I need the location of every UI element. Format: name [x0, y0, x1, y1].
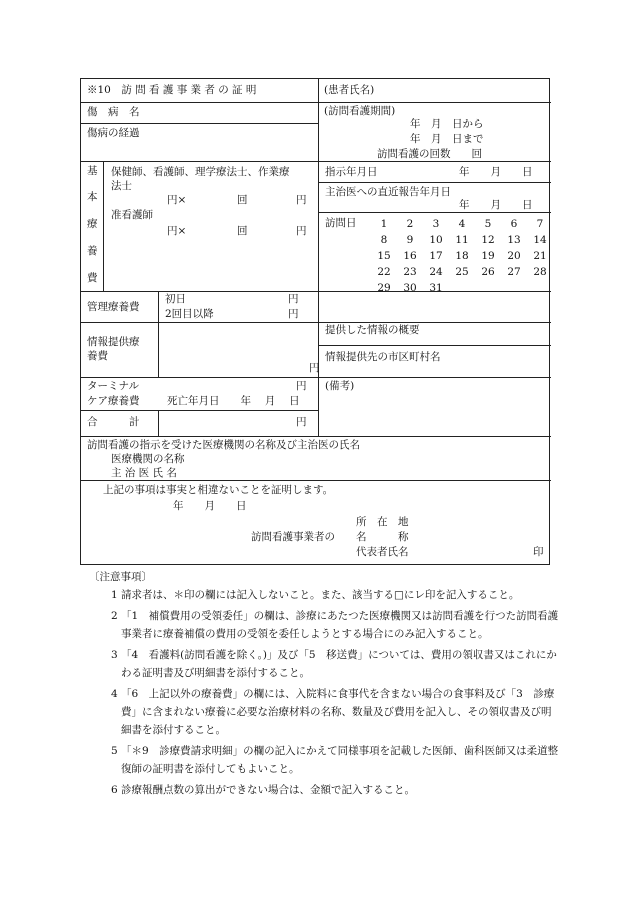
note-item: [89, 742, 559, 778]
representative-label: 代表者氏名: [356, 546, 409, 558]
rule: [81, 436, 551, 437]
calendar-day: 7: [536, 218, 544, 230]
terminal-care-label: ターミナル: [87, 380, 139, 392]
calendar-row: [371, 232, 553, 248]
note-number: 5: [111, 745, 118, 757]
calendar-day: 4: [458, 218, 466, 230]
calendar-day: 12: [481, 234, 495, 246]
visiting-nurse-certification-form: [80, 78, 550, 565]
note-item: [89, 781, 559, 799]
info-recipient-label: 情報提供先の市区町村名: [325, 351, 441, 363]
staff-yen: 円: [296, 194, 307, 206]
calendar-row: [371, 248, 553, 264]
terminal-care-yen: 円: [296, 380, 307, 392]
note-number: 3: [111, 649, 118, 661]
doctor-name-label: 主 治 医 氏 名: [111, 467, 177, 479]
calendar-day: 28: [533, 266, 547, 278]
notes-section: [89, 568, 559, 802]
calendar-day: 26: [481, 266, 495, 278]
calendar-day: 25: [455, 266, 469, 278]
certification-date: 年 月 日: [173, 500, 247, 512]
rule: [103, 161, 104, 291]
note-text: 「1 補償費用の受領委任」の欄は、診療にあたつた医療機関又は訪問看護を行つた訪問看護事業者に療養補償の費用の受領を委任しようとする場合にのみ記入すること。: [121, 610, 559, 640]
operator-name-label: 名 称: [356, 531, 409, 543]
calendar-row: [371, 280, 553, 296]
staff-label: 保健師、看護師、理学療法士、作業療: [111, 166, 290, 178]
address-label: 所 在 地: [356, 516, 409, 528]
instruction-date-ymd: 年 月 日: [459, 166, 533, 178]
terminal-care-label-cont: ケア療養費: [87, 395, 140, 407]
operator-label: 訪問看護事業者の: [251, 531, 335, 543]
calendar-day: 6: [510, 218, 518, 230]
second-day-yen: 円: [288, 308, 299, 320]
seal-mark: 印: [533, 546, 544, 558]
basic-fee-char: 本: [87, 191, 98, 203]
institution-heading: 訪問看護の指示を受けた医療機関の名称及び主治医の氏名: [87, 439, 360, 451]
note-item: [89, 586, 559, 604]
first-day-yen: 円: [288, 293, 299, 305]
rule: [81, 377, 551, 378]
calendar-day: 13: [507, 234, 521, 246]
calendar-day: 17: [429, 250, 443, 262]
calendar-row: [371, 264, 553, 280]
calendar-day: 8: [380, 234, 388, 246]
calendar-day: 19: [481, 250, 495, 262]
total-label: 合 計: [87, 416, 140, 428]
note-item: [89, 607, 559, 643]
death-date-label: 死亡年月日 年 月 日: [167, 395, 300, 407]
note-text: 「6 上記以外の療養費」の欄には、入院料に食事代を含まない場合の食事料及び「3 診療費」に含まれない療養に必要な治療材料の名称、数量及び費用を記入し、その領収書及び明細書を添付すること。: [121, 688, 555, 736]
visit-day-label: 訪問日: [325, 217, 357, 229]
visit-day-calendar: [371, 216, 553, 296]
rule: [318, 212, 551, 213]
visit-period-label: (訪問看護期間): [324, 105, 396, 117]
calendar-day: 1: [380, 218, 388, 230]
calendar-day: 14: [533, 234, 547, 246]
assistant-yen: 円: [296, 225, 307, 237]
note-number: 2: [111, 610, 118, 622]
info-fee-yen: 円: [309, 362, 320, 374]
management-fee-label: 管理療養費: [87, 301, 140, 313]
rule: [81, 123, 318, 124]
info-fee-label: 情報提供療: [87, 336, 140, 348]
assistant-times: 回: [237, 225, 248, 237]
remarks-label: (備考): [325, 380, 355, 392]
rule: [81, 161, 551, 162]
disease-name-label: 傷 病 名: [87, 106, 140, 118]
rule: [318, 79, 319, 436]
info-summary-label: 提供した情報の概要: [325, 324, 420, 336]
rule: [158, 291, 159, 377]
rule: [81, 322, 551, 323]
calendar-day: 10: [429, 234, 443, 246]
calendar-day: 15: [377, 250, 391, 262]
calendar-day: 5: [484, 218, 492, 230]
note-text: 請求者は、＊印の欄には記入しないこと。また、該当する□にレ印を記入すること。: [121, 589, 520, 601]
instruction-date-label: 指示年月日: [325, 166, 378, 178]
note-number: 6: [111, 784, 118, 796]
total-yen: 円: [296, 416, 307, 428]
patient-name-label: (患者氏名): [324, 84, 375, 96]
basic-fee-char: 基: [87, 165, 98, 177]
basic-fee-char: 養: [87, 245, 98, 257]
certification-statement: 上記の事項は事実と相違ないことを証明します。: [103, 484, 334, 496]
rule: [318, 182, 551, 183]
note-item: [89, 646, 559, 682]
visit-count: 訪問看護の回数 回: [377, 148, 482, 160]
notes-title: 〔注意事項〕: [89, 571, 152, 583]
rule: [158, 410, 159, 436]
assistant-nurse-label: 准看護師: [111, 209, 153, 221]
calendar-day: 27: [507, 266, 521, 278]
info-fee-label-cont: 養費: [87, 350, 108, 362]
calendar-day: 21: [533, 250, 547, 262]
note-text: 「4 看護料(訪問看護を除く。)」及び「5 移送費」については、費用の領収書又はこれにかわる証明書及び明細書を添付すること。: [121, 649, 557, 679]
calendar-day: 3: [432, 218, 440, 230]
basic-fee-char: 療: [87, 218, 98, 230]
visit-period-from: 年 月 日から: [410, 118, 484, 130]
basic-fee-char: 費: [87, 272, 98, 284]
staff-label-cont: 法士: [111, 180, 132, 192]
rule: [318, 345, 551, 346]
calendar-day: 31: [429, 282, 443, 294]
calendar-day: 30: [403, 282, 417, 294]
calendar-day: 9: [406, 234, 414, 246]
second-day-label: 2回目以降: [165, 308, 214, 320]
note-item: [89, 685, 559, 739]
calendar-day: 16: [403, 250, 417, 262]
first-day-label: 初日: [165, 293, 186, 305]
note-number: 1: [111, 589, 118, 601]
form-title: ※10 訪 問 看 護 事 業 者 の 証 明: [87, 84, 257, 96]
staff-times: 回: [237, 194, 248, 206]
calendar-day: 20: [507, 250, 521, 262]
report-date-label: 主治医への直近報告年月日: [325, 186, 451, 198]
calendar-row: [371, 216, 553, 232]
calendar-day: 2: [406, 218, 414, 230]
staff-yen-times: 円×: [167, 194, 187, 206]
rule: [81, 480, 551, 481]
notes-list: [89, 586, 559, 799]
calendar-day: 18: [455, 250, 469, 262]
visit-period-to: 年 月 日まで: [410, 133, 484, 145]
rule: [81, 410, 318, 411]
calendar-day: 29: [377, 282, 391, 294]
calendar-day: 24: [429, 266, 443, 278]
assistant-yen-times: 円×: [167, 225, 187, 237]
note-text: 診療報酬点数の算出ができない場合は、金額で記入すること。: [121, 784, 415, 796]
report-date-ymd: 年 月 日: [459, 199, 533, 211]
institution-name-label: 医療機関の名称: [111, 453, 185, 465]
calendar-day: 23: [403, 266, 417, 278]
calendar-day: 22: [377, 266, 391, 278]
rule: [81, 102, 551, 103]
disease-course-label: 傷病の経過: [87, 127, 140, 139]
note-text: 「＊9 診療費請求明細」の欄の記入にかえて同様事項を記載した医師、歯科医師又は柔道整復師の証明書を添付してもよいこと。: [121, 745, 559, 775]
calendar-day: 11: [455, 234, 469, 246]
note-number: 4: [111, 688, 118, 700]
